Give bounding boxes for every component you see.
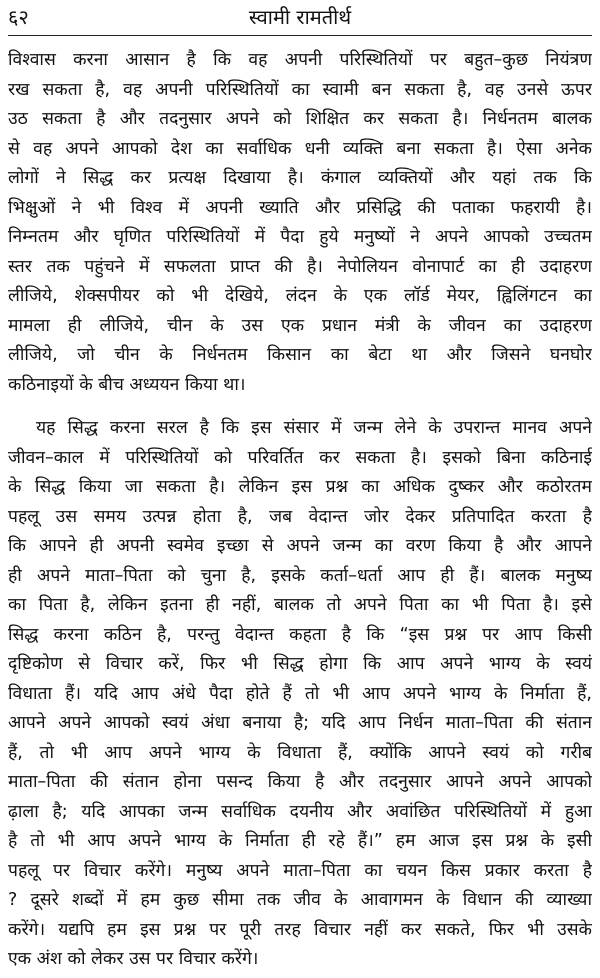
text-line: एक अंश को लेकर उस पर विचार करेंगे। [8, 949, 259, 969]
text-line: पहलू पर विचार करेंगे। मनुष्य अपने माता–पिता का चयन किस प्रकार करता है [8, 860, 592, 881]
text-line: हैं, तो भी आप अपने भाग्य के विधाता हैं, क्योंकि आपने स्वयं को गरीब [8, 742, 592, 763]
text-line: ? दूसरे शब्दों में हम कुछ सीमा तक जीव के आवागमन के विधान की व्याख्या [8, 890, 592, 910]
page-number: ६२ [8, 5, 29, 29]
text-line: पहलू उस समय उत्पन्न होता है, जब वेदान्त जोर देकर प्रतिपादित करता है [8, 506, 592, 527]
text-line: मामला ही लीजिये, चीन के उस एक प्रधान मंत्री के जीवन का उदाहरण [8, 315, 592, 336]
text-line: कठिनाइयों के बीच अध्ययन किया था। [8, 374, 246, 395]
text-line: कि आपने ही अपनी स्वमेव इच्छा से अपने जन्म का वरण किया है और आपने [8, 536, 592, 556]
text-line: आपने अपने आपको स्वयं अंधा बनाया है; यदि आप निर्धन माता–पिता की संतान [8, 713, 592, 733]
text-line: जीवन–काल में परिस्थितियों को परिवर्तित कर सकता है। इसको बिना कठिनाई [8, 447, 592, 468]
text-line: सिद्ध करना कठिन है, परन्तु वेदान्त कहता है कि “इस प्रश्न पर आप किसी [8, 624, 592, 645]
text-line: करेंगे। यद्यपि हम इस प्रश्न पर पूरी तरह विचार नहीं कर सकते, फिर भी उसके [8, 919, 592, 940]
text-line: से वह अपने आपको देश का सर्वाधिक धनी व्यक्ति बना सकता है। ऐसा अनेक [8, 138, 592, 159]
text-line: विधाता हैं। यदि आप अंधे पैदा होते हैं तो भी आप अपने भाग्य के निर्माता हैं, [8, 683, 592, 704]
text-line: स्तर तक पहुंचने में सफलता प्राप्त की है। नेपोलियन वोनापार्ट का ही उदाहरण [8, 256, 592, 277]
text-line: लीजिये, शेक्सपीयर को भी देखिये, लंदन के एक लॉर्ड मेयर, ह्विलिंगटन का [8, 286, 592, 306]
header-divider [8, 35, 592, 36]
text-line: भिक्षुओं ने भी विश्व में अपनी ख्याति और प्रसिद्धि की पताका फहरायी है। [8, 197, 592, 218]
text-line: ढ़ाला है; यदि आपका जन्म सर्वाधिक दयनीय और अवांछित परिस्थितियों में हुआ [8, 801, 592, 822]
text-line: उठ सकता है और तदनुसार अपने को शिक्षित कर सकता है। निर्धनतम बालक [8, 109, 592, 129]
paragraph-1 [8, 46, 592, 400]
paragraph-2 [8, 414, 592, 975]
text-line: दृष्टिकोण से विचार करें, फिर भी सिद्ध होगा कि आप अपने भाग्य के स्वयं [8, 654, 592, 674]
paragraph-spacer [8, 400, 592, 414]
page-header [8, 2, 592, 38]
text-line: लीजिये, जो चीन के निर्धनतम किसान का बेटा था और जिसने घनघोर [8, 345, 592, 365]
text-line: यह सिद्ध करना सरल है कि इस संसार में जन्म लेने के उपरान्त मानव अपने [36, 418, 592, 438]
text-line: माता–पिता की संतान होना पसन्द किया है और तदनुसार आपने अपने आपको [8, 772, 592, 792]
paragraph-2-text [8, 414, 592, 975]
paragraph-1-text [8, 46, 592, 400]
text-line: विश्वास करना आसान है कि वह अपनी परिस्थितियों पर बहुत–कुछ नियंत्रण [8, 50, 592, 70]
text-line: रख सकता है, वह अपनी परिस्थितियों का स्वामी बन सकता है, वह उनसे ऊपर [8, 79, 592, 100]
text-line: निम्नतम और घृणित परिस्थितियों में पैदा हुये मनुष्यों ने अपने आपको उच्चतम [8, 227, 592, 247]
running-title: स्वामी रामतीर्थ [248, 5, 352, 29]
body-text [8, 46, 592, 975]
text-line: के सिद्ध किया जा सकता है। लेकिन इस प्रश्न का अधिक दुष्कर और कठोरतम [8, 477, 592, 497]
text-line: ही अपने माता–पिता को चुना है, इसके कर्ता–धर्ता आप ही हैं। बालक मनुष्य [8, 565, 592, 586]
text-line: लोगों ने सिद्ध कर प्रत्यक्ष दिखाया है। कंगाल व्यक्तियों और यहां तक कि [8, 168, 592, 188]
text-line: का पिता है, लेकिन इतना ही नहीं, बालक तो अपने पिता का भी पिता है। इसे [8, 595, 592, 615]
text-line: है तो भी आप अपने भाग्य के निर्माता ही रहे हैं।” हम आज इस प्रश्न के इसी [8, 831, 592, 851]
